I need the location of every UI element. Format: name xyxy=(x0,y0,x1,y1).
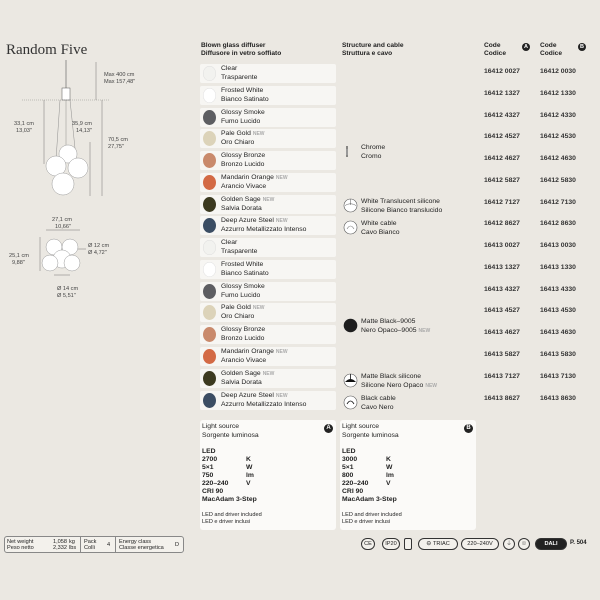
code-a: 16412 8627 xyxy=(484,220,520,227)
new-tag: NEW xyxy=(425,382,438,389)
dali-badge-icon: DALI xyxy=(535,538,567,550)
color-swatch xyxy=(203,88,216,103)
width-cm: 27,1 cm xyxy=(52,217,72,223)
panel-a-led: LED xyxy=(202,448,216,455)
diffuser-row xyxy=(200,129,336,148)
code-b: 16412 4330 xyxy=(540,112,576,119)
code-a: 16412 5827 xyxy=(484,177,520,184)
diffuser-label: Glossy Bronze Bronzo Lucido xyxy=(221,326,266,342)
diffuser-row xyxy=(200,391,336,410)
color-swatch xyxy=(203,175,216,190)
code-a: 16413 4627 xyxy=(484,329,520,336)
code-a: 16413 4527 xyxy=(484,307,520,314)
panel-a-spec-2: 750 lm xyxy=(202,472,254,479)
code-b: 16412 4530 xyxy=(540,133,576,140)
code-a: 16413 0027 xyxy=(484,242,520,249)
panel-b-title: Light source Sorgente luminosa xyxy=(342,423,399,439)
code-b: 16412 5830 xyxy=(540,177,576,184)
depth-cm: 25,1 cm xyxy=(9,253,29,259)
new-tag: NEW xyxy=(252,305,265,311)
diameter-14-cm: Ø 14 cm xyxy=(57,286,79,292)
new-tag: NEW xyxy=(275,175,288,181)
new-tag: NEW xyxy=(262,197,275,203)
diffuser-label: Glossy Smoke Fumo Lucido xyxy=(221,109,265,125)
weight-units: kg lbs xyxy=(69,539,77,552)
code-b: 16412 8630 xyxy=(540,220,576,227)
color-swatch xyxy=(203,110,216,125)
structure-header: Structure and cable Struttura e cavo xyxy=(342,42,404,57)
diffuser-label: Glossy Bronze Bronzo Lucido xyxy=(221,152,266,168)
color-swatch xyxy=(203,197,216,212)
panel-a-note: LED and driver included LED e driver inclusi xyxy=(202,512,262,525)
color-swatch xyxy=(203,371,216,386)
color-swatch xyxy=(203,349,216,364)
weight-label: Net weight Peso netto xyxy=(7,539,34,552)
height-1-in: 13,03" xyxy=(16,128,32,134)
code-b: 16413 7130 xyxy=(540,373,576,380)
code-b: 16413 4330 xyxy=(540,286,576,293)
triac-icon: ⊖ TRIAC xyxy=(418,538,458,550)
new-tag: NEW xyxy=(275,218,288,224)
diffuser-row xyxy=(200,108,336,127)
dimmable-icon: ☉ xyxy=(518,538,530,550)
code-a: 16413 4327 xyxy=(484,286,520,293)
height-2-cm: 35,9 cm xyxy=(72,121,92,127)
diffuser-row xyxy=(200,86,336,105)
ce-mark-icon: CE xyxy=(361,538,375,550)
max-height-cm: Max 400 cm xyxy=(104,72,135,78)
diffuser-label: Clear Trasparente xyxy=(221,65,258,81)
code-b: 16413 0030 xyxy=(540,242,576,249)
code-a: 16413 5827 xyxy=(484,351,520,358)
footer-info-box xyxy=(4,536,184,553)
new-tag: NEW xyxy=(252,131,265,137)
depth-in: 9,88" xyxy=(12,260,25,266)
diffuser-row xyxy=(200,260,336,279)
structure-label: Matte Black–9005 Nero Opaco–9005 NEW xyxy=(361,318,431,334)
height-3-in: 27,75" xyxy=(108,144,124,150)
diameter-12-cm: Ø 12 cm xyxy=(88,243,110,249)
panel-b-spec-3: 220–240 V xyxy=(342,480,391,487)
max-height-in: Max 157,48" xyxy=(104,79,136,85)
panel-a-badge: A xyxy=(324,424,333,433)
structure-label: White cable Cavo Bianco xyxy=(361,220,400,236)
panel-b-spec-2: 800 lm xyxy=(342,472,394,479)
diffuser-label: Deep Azure Steel NEW Azzurro Metallizzato Intenso xyxy=(221,392,307,408)
color-swatch xyxy=(203,218,216,233)
structure-label: White Translucent silicone Silicone Bianco translucido xyxy=(361,198,443,214)
code-a: 16412 1327 xyxy=(484,90,520,97)
diffuser-label: Golden Sage NEW Salvia Dorata xyxy=(221,196,275,212)
color-swatch xyxy=(203,240,216,255)
panel-a-spec-3: 220–240 V xyxy=(202,480,251,487)
panel-b-badge: B xyxy=(464,424,473,433)
diameter-12-in: Ø 4,72" xyxy=(88,250,107,256)
color-swatch xyxy=(203,262,216,277)
light-source-panel-a xyxy=(200,420,336,530)
structure-label: Black cable Cavo Nero xyxy=(361,395,396,411)
panel-b-macadam: MacAdam 3-Step xyxy=(342,496,397,503)
height-2-in: 14,13" xyxy=(76,128,92,134)
panel-a-macadam: MacAdam 3-Step xyxy=(202,496,257,503)
energy-value: D xyxy=(175,542,180,548)
diffuser-label: Frosted White Bianco Satinato xyxy=(221,261,269,277)
code-a: 16413 1327 xyxy=(484,264,520,271)
light-source-panel-b xyxy=(340,420,476,530)
code-a-header: Code Codice xyxy=(484,42,506,57)
product-title: Random Five xyxy=(6,42,88,58)
color-swatch xyxy=(203,305,216,320)
diffuser-label: Deep Azure Steel NEW Azzurro Metallizzato Intenso xyxy=(221,217,307,233)
color-swatch xyxy=(203,131,216,146)
code-a: 16412 7127 xyxy=(484,199,520,206)
diffuser-row xyxy=(200,303,336,322)
diffuser-header: Blown glass diffuser Diffusore in vetro soffiato xyxy=(201,42,282,57)
lamp-drawing-front xyxy=(0,60,200,210)
diffuser-label: Mandarin Orange NEW Arancio Vivace xyxy=(221,348,288,364)
ip20-icon: IP20 xyxy=(382,538,400,550)
panel-b-cri: CRI 90 xyxy=(342,488,364,495)
diffuser-row xyxy=(200,151,336,170)
color-swatch xyxy=(203,284,216,299)
panel-b-note: LED and driver included LED e driver inclusi xyxy=(342,512,402,525)
white-silicone-icon xyxy=(343,198,358,213)
color-swatch xyxy=(203,327,216,342)
class-icon xyxy=(404,538,412,550)
height-1-cm: 33,1 cm xyxy=(14,121,34,127)
code-a: 16412 0027 xyxy=(484,68,520,75)
code-b: 16413 4630 xyxy=(540,329,576,336)
diffuser-row xyxy=(200,238,336,257)
code-b: 16413 1330 xyxy=(540,264,576,271)
code-b: 16413 5830 xyxy=(540,351,576,358)
lamp-drawing-top xyxy=(0,225,200,295)
pack-label: Pack Colli xyxy=(84,539,97,552)
new-tag: NEW xyxy=(275,393,288,399)
diffuser-label: Frosted White Bianco Satinato xyxy=(221,87,269,103)
diffuser-row xyxy=(200,195,336,214)
color-swatch xyxy=(203,393,216,408)
panel-a-cri: CRI 90 xyxy=(202,488,224,495)
black-silicone-icon xyxy=(343,373,358,388)
weight-values: 1,058 2,332 xyxy=(53,539,67,552)
diffuser-label: Clear Trasparente xyxy=(221,239,258,255)
voltage-icon: 220–240V xyxy=(461,538,499,550)
code-b: 16412 4630 xyxy=(540,155,576,162)
white-cable-icon xyxy=(343,220,358,235)
code-a: 16412 4627 xyxy=(484,155,520,162)
code-b: 16412 0030 xyxy=(540,68,576,75)
diffuser-label: Glossy Smoke Fumo Lucido xyxy=(221,283,265,299)
code-b: 16413 4530 xyxy=(540,307,576,314)
diffuser-row xyxy=(200,216,336,235)
panel-b-spec-0: 3000 K xyxy=(342,456,391,463)
badge-b: B xyxy=(578,43,586,51)
diffuser-row xyxy=(200,64,336,83)
diffuser-label: Mandarin Orange NEW Arancio Vivace xyxy=(221,174,288,190)
diffuser-row xyxy=(200,173,336,192)
panel-a-title: Light source Sorgente luminosa xyxy=(202,423,259,439)
matte-black-icon xyxy=(343,318,358,333)
code-b: 16413 8630 xyxy=(540,395,576,402)
badge-a: A xyxy=(522,43,530,51)
new-tag: NEW xyxy=(418,327,431,334)
diameter-14-in: Ø 5,51" xyxy=(57,293,76,299)
energy-label: Energy class Classe energetica xyxy=(119,539,164,552)
code-a: 16413 8627 xyxy=(484,395,520,402)
pack-value: 4 xyxy=(107,542,111,548)
earth-icon: ⏚ xyxy=(503,538,515,550)
new-tag: NEW xyxy=(262,371,275,377)
panel-b-led: LED xyxy=(342,448,356,455)
code-b: 16412 7130 xyxy=(540,199,576,206)
diffuser-row xyxy=(200,325,336,344)
code-a: 16412 4327 xyxy=(484,112,520,119)
structure-label: Matte Black silicone Silicone Nero Opaco NEW xyxy=(361,373,438,389)
black-cable-icon xyxy=(343,395,358,410)
diffuser-label: Golden Sage NEW Salvia Dorata xyxy=(221,370,275,386)
page-reference: P. 504 xyxy=(570,540,587,546)
diffuser-row xyxy=(200,369,336,388)
diffuser-label: Pale Gold NEW Oro Chiaro xyxy=(221,130,265,146)
diffuser-row xyxy=(200,282,336,301)
width-in: 10,66" xyxy=(55,224,71,230)
panel-a-spec-1: 5×1 W xyxy=(202,464,253,471)
chrome-icon xyxy=(343,144,358,159)
code-a: 16413 7127 xyxy=(484,373,520,380)
color-swatch xyxy=(203,66,216,81)
panel-a-spec-0: 2700 K xyxy=(202,456,251,463)
color-swatch xyxy=(203,153,216,168)
code-a: 16412 4527 xyxy=(484,133,520,140)
structure-label: Chrome Cromo xyxy=(361,144,386,160)
height-3-cm: 70,5 cm xyxy=(108,137,128,143)
code-b-header: Code Codice xyxy=(540,42,562,57)
diffuser-label: Pale Gold NEW Oro Chiaro xyxy=(221,304,265,320)
diffuser-row xyxy=(200,347,336,366)
new-tag: NEW xyxy=(275,349,288,355)
panel-b-spec-1: 5×1 W xyxy=(342,464,393,471)
code-b: 16412 1330 xyxy=(540,90,576,97)
